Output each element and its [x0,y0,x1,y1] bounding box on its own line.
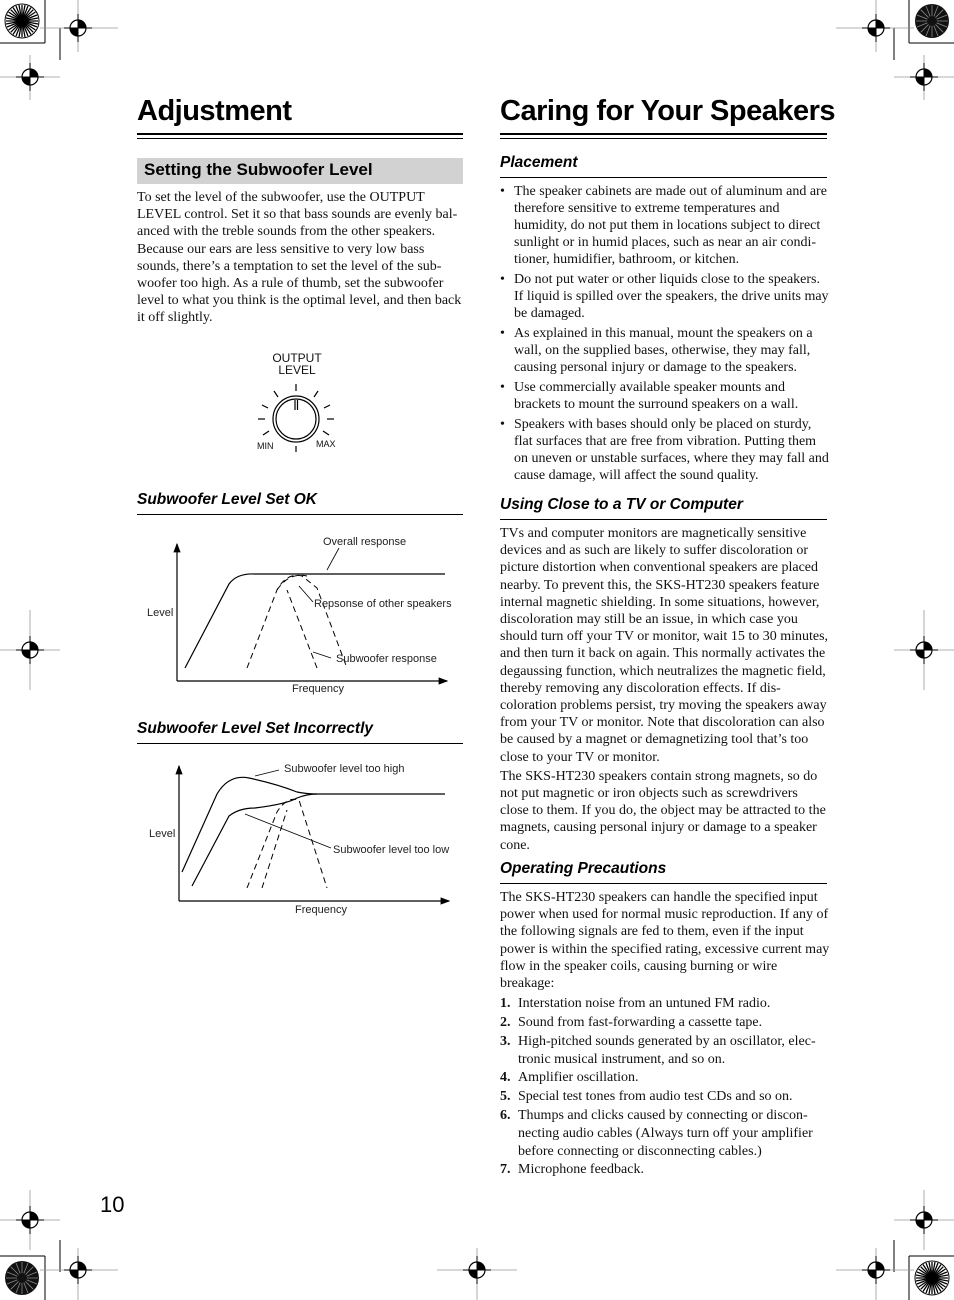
section-band [137,158,463,184]
tv-paragraph-2: The SKS-HT230 speakers contain strong magnets, so do not put magnetic or iron objects such as screwdrivers close to them. If you do, the object may be attracted to the magnets, causing personal injury or damage to a speaker cone. [500,768,826,853]
intro-text: To set the level of the subwoofer, use the OUTPUT LEVEL control. Set it so that bass sounds are evenly bal- anced with the treble sounds from the other speakers. Because our ears are less sensitive to very low bass sounds, there’s a temptation to set the level of the sub- woofer too high. As a rule of thumb, set the subwoofer level to what you think is the optimal level, and then back it off slightly. [137,190,462,326]
tv-paragraph-1: TVs and computer monitors are magnetically sensitive devices and as such are likely to suffer discoloration or picture distortion when conventional speakers are placed nearby. To prevent this, the SKS-HT230 speakers feature internal magnetic shielding. In some situations, however, discoloration may still be an issue, in which case you should turn off your TV or monitor, wait 15 to 30 minutes, and then turn it back on again. This normally activates the degaussing function, which neutralizes the magnetic field, thereby removing any discoloration effects. If dis- coloration problems persist, try moving the speakers away from your TV or monitor. Note that discoloration can also be caused by a magnet or demagnetizing tool that’s too close to your TV or monitor. [500,526,829,765]
chart-ok-rule [137,514,463,515]
precaution-number: 3. [500,1033,511,1049]
placement-item: • As explained in this manual, mount the speakers on a wall, on the supplied bases, otherwise, they may fall, causing personal injury or damage to the speakers. [500,325,830,376]
precaution-item [500,1014,830,1032]
precaution-number: 5. [500,1089,511,1105]
placement-rule [500,177,827,178]
label-other-speakers: Repsonse of other speakers [314,598,452,610]
placement-heading: Placement [500,154,578,171]
chart-bad-rule [137,743,463,744]
knob-label-top: OUTPUT [272,351,322,365]
precaution-number: 1. [500,996,511,1012]
too-high-dashed [247,799,327,888]
label-ok-level: Level [147,607,174,619]
leader-other [299,586,313,602]
label-too-high: Subwoofer level too high [284,763,405,775]
knob-label-bottom: LEVEL [278,363,316,377]
precaution-text: Microphone feedback. [518,1162,644,1178]
precaution-item [500,1107,830,1160]
precaution-text: Sound from fast-forwarding a cassette tape. [518,1015,763,1031]
label-subwoofer-response: Subwoofer response [336,653,437,665]
precaution-text: Special test tones from audio test CDs and so on. [518,1089,793,1105]
chart-ok [137,520,463,700]
subwoofer-response-curve [247,575,347,668]
placement-item: • Speakers with bases should only be placed on sturdy, flat surfaces that are free from vibration. Putting them on uneven or unstable surfaces, where they may fall and cause damage, will affect the sound quality. [500,416,830,484]
tv-section [500,525,830,854]
precautions-section [500,889,830,1180]
section-band-title: Setting the Subwoofer Level [144,160,373,179]
left-page-title: Adjustment [137,95,292,127]
chart-bad-heading: Subwoofer Level Set Incorrectly [137,720,374,737]
page-number: 10 [100,1192,125,1217]
placement-list-wrap [500,183,830,487]
placement-list [500,183,830,484]
leader-overall [327,548,339,570]
label-bad-frequency: Frequency [295,904,347,916]
placement-item: • The speaker cabinets are made out of aluminum and are therefore sensitive to extreme temperatures and humidity, do not put them in locations subject to direct sunlight or in humid places, such as near an air condi- tioner, humidifier, bathroom, or kitchen. [500,183,830,268]
precautions-rule [500,883,827,884]
precautions-intro: The SKS-HT230 speakers can handle the specified input power when used for normal music reproduction. If any of the following signals are fed to them, even if the input power is within the specified rating, excessive current may flow in the speaker coils, causing burning or wire breakage: [500,890,830,992]
precautions-heading: Operating Precautions [500,860,667,877]
label-overall-response: Overall response [323,536,407,548]
precaution-number: 6. [500,1108,511,1123]
precaution-item [500,1088,830,1106]
knob-min-label: MIN [257,441,274,451]
right-title-rule [500,133,827,135]
leader-too-high [255,770,279,776]
right-page-title: Caring for Your Speakers [500,95,836,127]
placement-item: • Do not put water or other liquids close to the speakers. If liquid is spilled over the speakers, the drive units may be damaged. [500,271,830,322]
leader-too-low [245,814,331,848]
precaution-number: 2. [500,1015,511,1031]
precaution-item [500,995,830,1013]
label-too-low: Subwoofer level too low [333,844,450,856]
precaution-item [500,1069,830,1087]
chart-incorrect [137,752,463,922]
leader-sub [313,652,331,658]
knob-max-label: MAX [316,439,336,449]
left-title-rule-thin [137,138,463,139]
precaution-number: 7. [500,1162,511,1178]
precautions-list [500,995,830,1179]
precaution-number: 4. [500,1070,511,1086]
precaution-item [500,1161,830,1179]
label-ok-frequency: Frequency [292,683,344,695]
tv-heading: Using Close to a TV or Computer [500,496,743,513]
too-low-dashed [262,810,287,888]
precaution-text: High-pitched sounds generated by an oscillator, elec- tronic musical instrument, and so on. [518,1033,816,1067]
too-high-curve [182,777,445,872]
intro-paragraph [137,189,467,327]
left-title-rule [137,133,463,135]
chart-ok-heading: Subwoofer Level Set OK [137,491,318,508]
right-title-rule-thin [500,138,827,139]
tv-rule [500,519,827,520]
precaution-item [500,1033,830,1069]
precaution-text: Amplifier oscillation. [518,1070,639,1086]
label-bad-level: Level [149,828,176,840]
precaution-text: Interstation noise from an untuned FM radio. [518,996,771,1012]
placement-item: • Use commercially available speaker mounts and brackets to mount the surround speakers on a wall. [500,379,830,413]
precaution-text: Thumps and clicks caused by connecting or discon- necting audio cables (Always turn off your amplifier before connecting or disconnecting cables.) [518,1108,813,1159]
